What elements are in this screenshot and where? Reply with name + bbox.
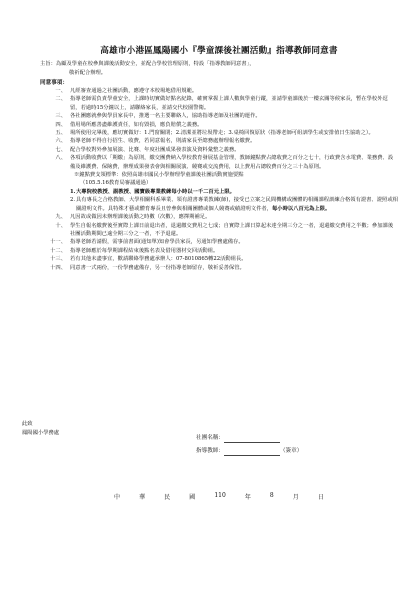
item-number: 九、 xyxy=(55,214,66,221)
list-item xyxy=(40,154,398,171)
signing-date xyxy=(114,492,324,501)
seal-label: （簽章） xyxy=(279,448,303,454)
purpose-label: 主旨： xyxy=(40,61,56,67)
list-item xyxy=(40,121,398,129)
item-number: 十一、 xyxy=(50,239,66,246)
item-number: 二、 xyxy=(55,96,66,103)
date-part: 日 xyxy=(317,494,324,501)
teacher-label: 指導教師： xyxy=(196,448,224,454)
purpose-line-1: 為顧及學童在校參與課後活動安全，並配合學校管理原則，特設「指導教師同意書」， xyxy=(55,61,255,67)
fee-standard-reference: （105.5.16教育局審議通過） xyxy=(80,180,152,187)
subitem-text: 大專院校教授、副教授、國寶級專業教練每小時以一千二百元上限。 xyxy=(76,188,235,195)
item-text: 場所使用完畢後，應切實做好：1.門窗關閉；2.清潔並將垃圾帶走；3.桌椅回復原狀（指導老師可組訓學生或安排值日生協助之）。 xyxy=(70,130,374,137)
item-number: 七、 xyxy=(55,146,66,153)
list-item xyxy=(40,255,398,263)
item-text: 指導老師若請假，需事前書面(通知單)知會學員家長，另通知學務處備存。 xyxy=(70,239,244,246)
item-text: 學生自報名繳費後至實際上課日前退出者，退還繳交費用之七成；自實際上課日算起未達全期三分之一者，退還繳交費用之半數；參加課後社團活動期間已逾全期三分之一者，不予退還。 xyxy=(70,222,394,237)
item-text: 同意書一式兩份，一份學務處備存，另一份指導老師留存，敬祈妥善保管。 xyxy=(70,264,245,271)
list-item xyxy=(70,188,398,196)
item-number: 三、 xyxy=(55,113,66,120)
date-month: 8 xyxy=(269,492,274,499)
list-item xyxy=(40,222,398,239)
item-text: 指導老師應於每學期課程結束後點名表及借用器材交回活動組。 xyxy=(70,247,219,254)
consent-items-continued xyxy=(40,213,398,272)
list-item xyxy=(40,129,398,137)
item-text: 各社團應就參與學員家長中，推選一名主要聯絡人，協助指導老師及社團的運作。 xyxy=(70,113,261,120)
item-number: 十、 xyxy=(55,222,66,229)
item-number: 八、 xyxy=(55,155,66,162)
fee-standard-note: ※鐘點費支領標準：依照高雄市國民小學辦理學童課後社團活動實施要點 xyxy=(74,172,244,179)
item-number: 十三、 xyxy=(50,256,66,263)
teacher-name-field[interactable] xyxy=(224,449,280,456)
purpose-block xyxy=(40,60,398,78)
recipient: 鳳陽國小學務處 xyxy=(22,430,60,436)
item-text: 指導老師需負責學童安全，上課時切實做好點名紀錄，確實掌握上課人數與學童行蹤，並請學童課後於一樓玄關等候家長，暫在學校外逗留，若逾時15分鐘以上，請聯絡家長，並請交代校園警衛。 xyxy=(70,96,388,111)
subitem-number: 1. xyxy=(70,188,76,195)
item-number: 五、 xyxy=(55,130,66,137)
item-number: 四、 xyxy=(55,121,66,128)
item-text: 指導老師不得自行招生、收費，若同意報名，則請家長至總務處辦理報名繳費。 xyxy=(70,138,256,145)
document-title: 高雄市小港區鳳陽國小『學童課後社團活動』指導教師同意書 xyxy=(100,46,338,56)
date-part: 華 xyxy=(139,494,146,501)
date-part: 民 xyxy=(164,494,171,501)
list-item xyxy=(40,146,398,154)
list-item xyxy=(70,196,398,213)
item-number: 一、 xyxy=(55,88,66,94)
fee-standard-list xyxy=(40,188,398,213)
list-item xyxy=(40,247,398,255)
consent-items xyxy=(40,87,398,171)
list-item xyxy=(40,95,398,112)
list-item xyxy=(40,264,398,272)
item-number: 六、 xyxy=(55,138,66,145)
item-text: 借用場所應善盡維護責任，如有毀損，應負賠償之義務。 xyxy=(70,121,203,128)
date-part: 月 xyxy=(292,494,299,501)
list-item xyxy=(40,213,398,221)
purpose-line-2: 敬祈配合辦理。 xyxy=(69,70,107,76)
list-item xyxy=(40,238,398,246)
date-part: 年 xyxy=(244,494,251,501)
list-item xyxy=(40,87,398,95)
item-text: 凡因故或做因未辦理課後活動之時數（次數），應擇期補足。 xyxy=(70,214,211,221)
item-text: 配合學校對外參加展演、比賽、年度社團成果發表演及資料彙整之義務。 xyxy=(70,146,240,153)
subitem-text: 具有專長之合格教師、大學相關科系畢業、領有證書專業教練(師)，接受已立案之民間機構或團體的相關課程訓練合格領有證書、證照或相關證明文件。具特殊才藝或體育專長且曾參與相關團體或個人競賽或績證明文件者， xyxy=(76,197,398,212)
date-part: 國 xyxy=(189,494,196,501)
date-year: 110 xyxy=(214,492,226,499)
subitem-text-emphasis: 每小時以八百元為上限。 xyxy=(272,205,331,212)
date-part: 中 xyxy=(114,494,121,501)
closing-text: 此致 xyxy=(22,421,33,427)
item-text: 若有其他未盡事宜，歡請聯絡學務處承辦人：07-8010865轉22活動組長。 xyxy=(70,256,247,263)
item-number: 十四、 xyxy=(50,264,66,271)
section-title: 同意事項： xyxy=(40,80,68,86)
list-item xyxy=(40,112,398,120)
club-name-field[interactable] xyxy=(224,436,280,443)
club-name-line xyxy=(196,434,280,443)
subitem-number: 2. xyxy=(70,197,76,204)
item-number: 十二、 xyxy=(50,247,66,254)
teacher-line xyxy=(196,447,302,456)
item-text: 各項活動收費以「期繳」為原則，繳交團費納入學校教育發展基金管理，教師鐘點費占總收費之百分之七十，行政費含水電費、業務費、設備及維護費、保險費，辦理成果發表會與相關展演、競賽或交流費用，以上費用占總收費百分之三十為原則。 xyxy=(70,155,394,170)
item-text: 凡經審查通過之社團活動，應遵守本校場地借用規範。 xyxy=(70,88,198,94)
club-name-label: 社團名稱： xyxy=(196,435,224,441)
list-item xyxy=(40,137,398,145)
signature-block xyxy=(22,420,402,454)
